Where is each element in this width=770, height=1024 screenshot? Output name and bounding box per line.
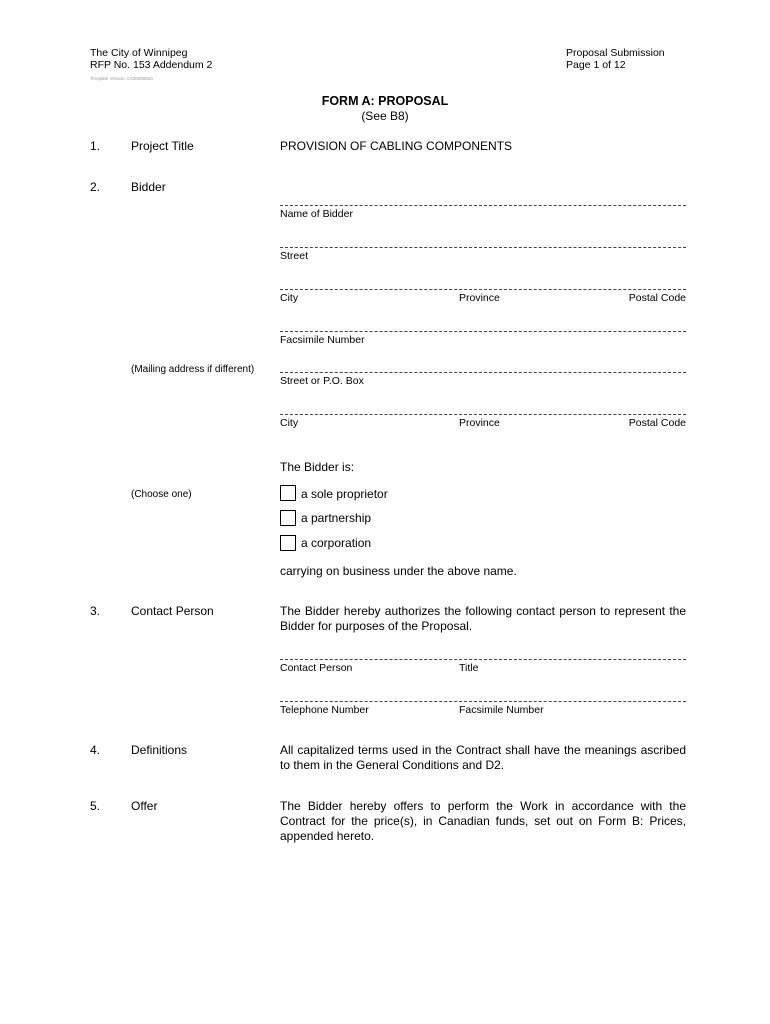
header-page-number: Page 1 of 12 bbox=[566, 59, 626, 71]
mailing-address-note: (Mailing address if different) bbox=[131, 364, 255, 375]
choose-one-note: (Choose one) bbox=[131, 489, 192, 500]
form-subtitle: (See B8) bbox=[361, 109, 409, 123]
section-1-number: 1. bbox=[90, 139, 101, 153]
contact-person-line[interactable] bbox=[280, 659, 686, 660]
bidder-name-line[interactable] bbox=[280, 205, 686, 206]
fax-line[interactable] bbox=[280, 331, 686, 332]
sole-proprietor-checkbox[interactable] bbox=[280, 485, 296, 501]
street-line[interactable] bbox=[280, 247, 686, 248]
sole-proprietor-label: a sole proprietor bbox=[301, 487, 388, 501]
template-version: Template Version: C420090930 bbox=[90, 76, 153, 81]
contact-person-field-label: Contact Person bbox=[280, 662, 353, 674]
contact-fax-label: Facsimile Number bbox=[459, 704, 544, 716]
partnership-label: a partnership bbox=[301, 511, 372, 525]
street-label: Street bbox=[280, 250, 309, 262]
section-4-number: 4. bbox=[90, 743, 101, 757]
postal-code-label: Postal Code bbox=[628, 292, 686, 304]
city-line[interactable] bbox=[280, 289, 686, 290]
section-5-label: Offer bbox=[131, 799, 158, 813]
definitions-paragraph: All capitalized terms used in the Contract shall have the meanings ascribed to them in the General Conditions and D2. bbox=[280, 743, 686, 772]
bidder-name-label: Name of Bidder bbox=[280, 208, 353, 220]
city-label: City bbox=[280, 292, 299, 304]
corporation-label: a corporation bbox=[301, 536, 372, 550]
postal-code2-label: Postal Code bbox=[628, 417, 686, 429]
header-proposal-submission: Proposal Submission bbox=[566, 47, 665, 59]
po-box-label: Street or P.O. Box bbox=[280, 375, 364, 387]
telephone-label: Telephone Number bbox=[280, 704, 369, 716]
telephone-line[interactable] bbox=[280, 701, 686, 702]
project-title-value: PROVISION OF CABLING COMPONENTS bbox=[280, 139, 513, 153]
carrying-on-business-text: carrying on business under the above name. bbox=[280, 564, 517, 578]
city2-line[interactable] bbox=[280, 414, 686, 415]
section-3-label: Contact Person bbox=[131, 604, 214, 618]
header-rfp: RFP No. 153 Addendum 2 bbox=[90, 59, 213, 71]
section-2-number: 2. bbox=[90, 180, 101, 194]
province2-label: Province bbox=[459, 417, 500, 429]
offer-paragraph: The Bidder hereby offers to perform the Work in accordance with the Contract for the price(s), in Canadian funds, set out on Form B: Prices, appended hereto. bbox=[280, 799, 686, 843]
fax-label: Facsimile Number bbox=[280, 334, 365, 346]
province-label: Province bbox=[459, 292, 500, 304]
contact-title-label: Title bbox=[459, 662, 479, 674]
contact-person-paragraph: The Bidder hereby authorizes the following contact person to represent the Bidder for purposes of the Proposal. bbox=[280, 604, 686, 633]
section-3-number: 3. bbox=[90, 604, 101, 618]
section-4-label: Definitions bbox=[131, 743, 188, 757]
corporation-checkbox[interactable] bbox=[280, 535, 296, 551]
header-city: The City of Winnipeg bbox=[90, 47, 188, 59]
bidder-is-text: The Bidder is: bbox=[280, 460, 355, 474]
form-title: FORM A: PROPOSAL bbox=[321, 94, 449, 108]
section-1-label: Project Title bbox=[131, 139, 194, 153]
section-5-number: 5. bbox=[90, 799, 101, 813]
city2-label: City bbox=[280, 417, 299, 429]
po-box-line[interactable] bbox=[280, 372, 686, 373]
section-2-label: Bidder bbox=[131, 180, 166, 194]
partnership-checkbox[interactable] bbox=[280, 510, 296, 526]
